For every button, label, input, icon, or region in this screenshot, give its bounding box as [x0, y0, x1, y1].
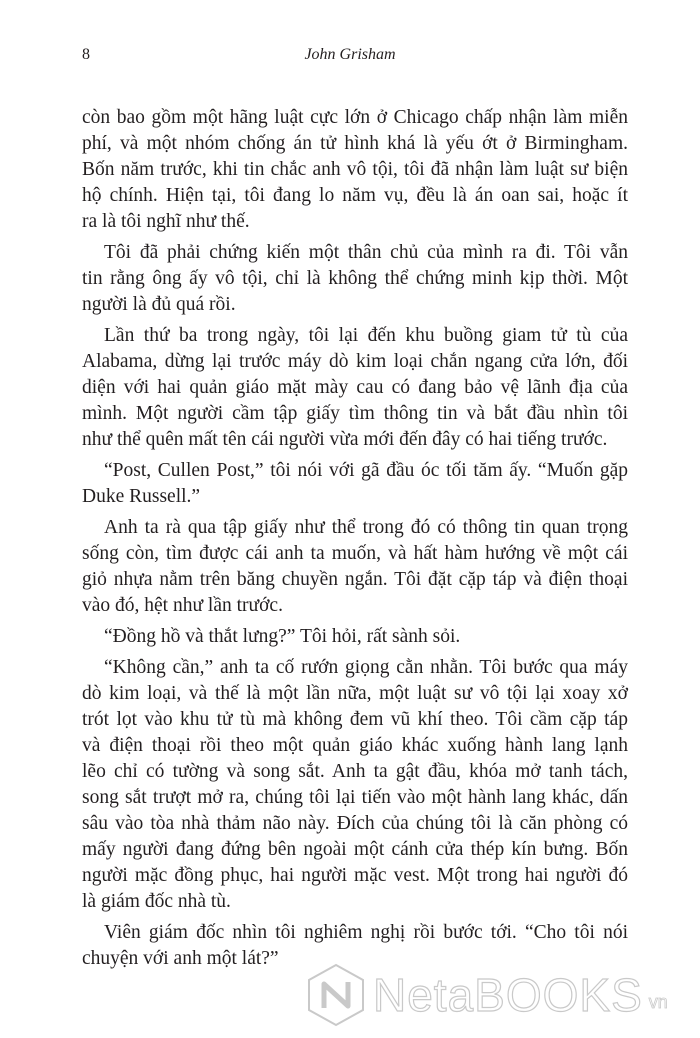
text-line: trót lọt vào khu tử tù mà không đem vũ khí theo. Tôi cầm cặp táp	[82, 709, 628, 730]
watermark	[305, 962, 668, 1028]
page-number: 8	[82, 46, 90, 63]
watermark-brand: NetaBOOKS	[373, 969, 643, 1021]
text-line: “Post, Cullen Post,” tôi nói với gã đầu óc tối tăm ấy. “Muốn gặp	[104, 460, 628, 481]
paragraph	[82, 105, 628, 235]
text-line: Viên giám đốc nhìn tôi nghiêm nghị rồi bước tới. “Cho tôi nói	[104, 922, 628, 943]
paragraph	[82, 323, 628, 453]
text-line: Lần thứ ba trong ngày, tôi lại đến khu buồng giam tử tù của	[104, 325, 628, 346]
body-text	[82, 105, 628, 977]
text-line: là giám đốc nhà tù.	[82, 891, 231, 912]
text-line: hộ chính. Hiện tại, tôi đang lo năm vụ, đều là án oan sai, hoặc ít	[82, 185, 628, 206]
text-line: “Đồng hồ và thắt lưng?” Tôi hỏi, rất sành sỏi.	[104, 626, 461, 647]
text-line: Duke Russell.”	[82, 486, 201, 507]
netabooks-logo-icon	[305, 962, 367, 1028]
paragraph	[82, 624, 628, 650]
text-line: diện với hai quản giáo mặt mày cau có đang bảo vệ lãnh địa của	[82, 377, 628, 398]
text-line: song sắt trượt mở ra, chúng tôi lại tiến vào một hành lang khác, dấn	[82, 787, 628, 808]
text-line: dò kim loại, và thế là một lần nữa, một luật sư vô tội lại xoay xở	[82, 683, 628, 704]
text-line: người là đủ quá rồi.	[82, 294, 236, 315]
text-line: mình. Một người cầm tập giấy tìm thông tin và bắt đầu nhìn tôi	[82, 403, 628, 424]
paragraph	[82, 240, 628, 318]
text-line: vào đó, hệt như lần trước.	[82, 595, 283, 616]
text-line: người mặc đồng phục, hai người mặc vest. Một trong hai người đó	[82, 865, 628, 886]
text-line: Alabama, dừng lại trước máy dò kim loại chắn ngang cửa lớn, đối	[82, 351, 628, 372]
text-line: còn bao gồm một hãng luật cực lớn ở Chicago chấp nhận làm miễn	[82, 107, 628, 128]
text-line: như thể quên mất tên cái người vừa mới đến đây có hai tiếng trước.	[82, 429, 608, 450]
paragraph	[82, 458, 628, 510]
text-line: Anh ta rà qua tập giấy như thể trong đó có thông tin quan trọng	[104, 517, 628, 538]
paragraph	[82, 655, 628, 915]
paragraph	[82, 515, 628, 619]
text-line: Bốn năm trước, khi tin chắc anh vô tội, tôi đã nhận làm luật sư biện	[82, 159, 628, 180]
text-line: lẽo chỉ có tường và song sắt. Anh ta gật đầu, khóa mở tanh tách,	[82, 761, 628, 782]
text-line: ra là tôi nghĩ như thế.	[82, 211, 250, 232]
text-line: phí, và một nhóm chống án tử hình khá là yếu ớt ở Birmingham.	[82, 133, 628, 154]
text-line: giỏ nhựa nằm trên băng chuyền ngắn. Tôi đặt cặp táp và điện thoại	[82, 569, 628, 590]
running-title: John Grisham	[304, 46, 396, 63]
text-line: sâu vào tòa nhà thảm não này. Đích của chúng tôi là căn phòng có	[82, 813, 628, 834]
text-line: chuyện với anh một lát?”	[82, 948, 279, 969]
text-line: sống còn, tìm được cái anh ta muốn, và hất hàm hướng về một cái	[82, 543, 628, 564]
text-line: tin rằng ông ấy vô tội, chỉ là không thể chứng minh kịp thời. Một	[82, 268, 628, 289]
text-line: mấy người đang đứng bên ngoài một cánh cửa thép kín bưng. Bốn	[82, 839, 628, 860]
watermark-suffix: vn	[648, 991, 668, 1012]
text-line: Tôi đã phải chứng kiến một thân chủ của mình ra đi. Tôi vẫn	[104, 242, 628, 263]
text-line: và điện thoại rồi theo một quản giáo khác xuống hành lang lạnh	[82, 735, 628, 756]
text-line: “Không cần,” anh ta cố rướn giọng cằn nhằn. Tôi bước qua máy	[104, 657, 628, 678]
